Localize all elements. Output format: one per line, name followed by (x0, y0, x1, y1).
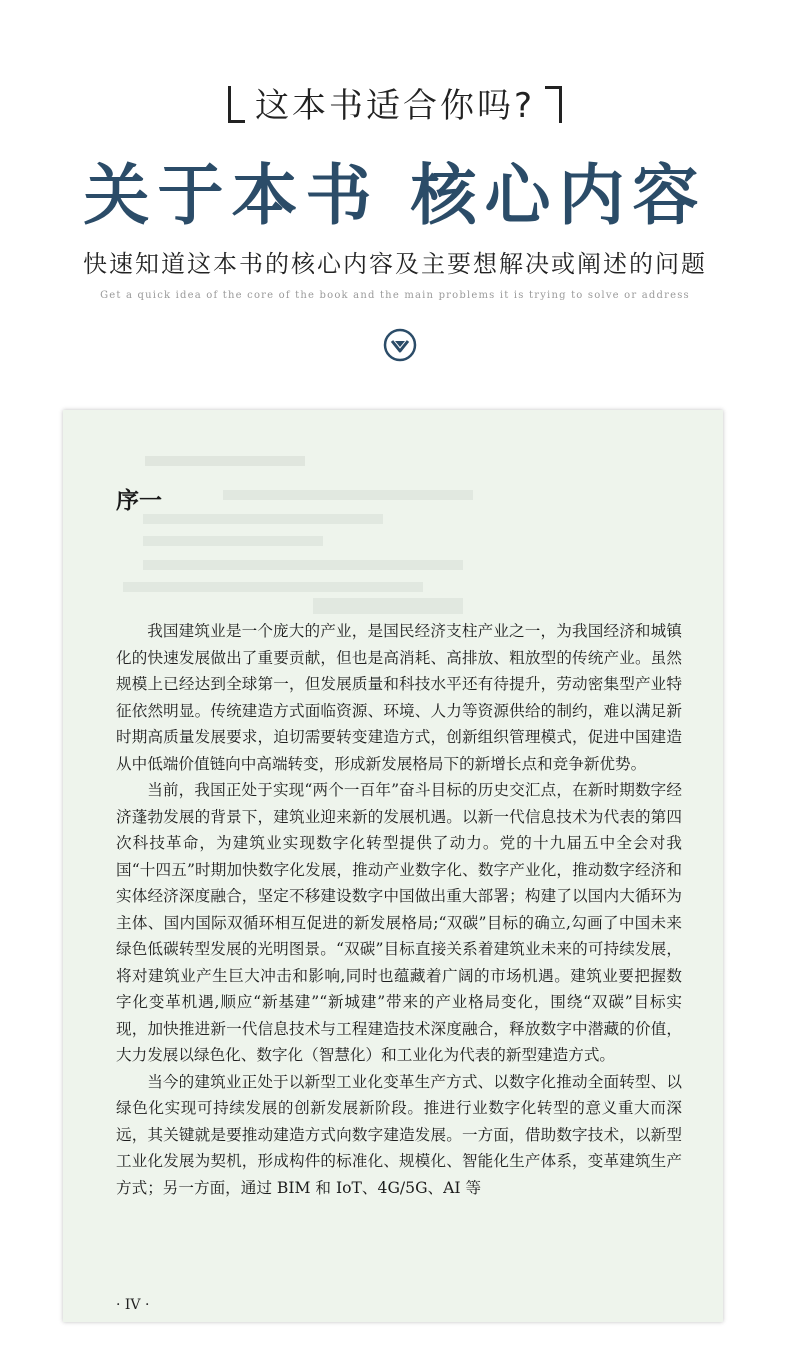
bleed-through-mark (123, 582, 423, 592)
subtitle-chinese: 快速知道这本书的核心内容及主要想解决或阐述的问题 (83, 250, 707, 278)
bleed-through-mark (143, 536, 323, 546)
tagline (0, 78, 790, 127)
bleed-through-mark (313, 598, 463, 614)
subtitle-english: Get a quick idea of the core of the book and the main problems it is trying to solve or address (100, 290, 690, 301)
body-text (116, 618, 682, 1201)
paragraph: 我国建筑业是一个庞大的产业，是国民经济支柱产业之一，为我国经济和城镇化的快速发展做出了重要贡献，但也是高消耗、高排放、粗放型的传统产业。虽然规模上已经达到全球第一，但发展质量和科技水平还有待提升，劳动密集型产业特征依然明显。传统建造方式面临资源、环境、人力等资源供给的制约，难以满足新时期高质量发展要求，迫切需要转变建造方式，创新组织管理模式，促进中国建造从中低端价值链向中高端转变，形成新发展格局下的新增长点和竞争新优势。 (116, 622, 682, 773)
page-number: · IV · (116, 1297, 150, 1313)
book-page-scan (63, 410, 723, 1322)
right-bracket-decoration (545, 86, 562, 123)
bleed-through-mark (143, 514, 383, 524)
section-heading: 序一 (116, 488, 162, 514)
chevron-down-circle-icon (383, 328, 417, 362)
left-bracket-decoration (228, 86, 245, 123)
main-title: 关于本书 核心内容 (83, 157, 707, 234)
bleed-through-mark (223, 490, 473, 500)
bleed-through-mark (143, 560, 463, 570)
paragraph: 当前，我国正处于实现“两个一百年”奋斗目标的历史交汇点，在新时期数字经济蓬勃发展的背景下，建筑业迎来新的发展机遇。以新一代信息技术为代表的第四次科技革命，为建筑业实现数字化转型提供了动力。党的十九届五中全会对我国“十四五”时期加快数字化发展，推动产业数字化、数字产业化，推动数字经济和实体经济深度融合，坚定不移建设数字中国做出重大部署；构建了以国内大循环为主体、国内国际双循环相互促进的新发展格局;“双碳”目标的确立,勾画了中国未来绿色低碳转型发展的光明图景。“双碳”目标直接关系着建筑业未来的可持续发展，将对建筑业产生巨大冲击和影响,同时也蕴藏着广阔的市场机遇。建筑业要把握数字化变革机遇,顺应“新基建”“新城建”带来的产业格局变化，围绕“双碳”目标实现，加快推进新一代信息技术与工程建造技术深度融合，释放数字中潜藏的价值，大力发展以绿色化、数字化（智慧化）和工业化为代表的新型建造方式。 (116, 781, 682, 1064)
tagline-text: 这本书适合你吗? (254, 86, 536, 126)
bleed-through-mark (145, 456, 305, 466)
paragraph: 当今的建筑业正处于以新型工业化变革生产方式、以数字化推动全面转型、以绿色化实现可持续发展的创新发展新阶段。推进行业数字化转型的意义重大而深远，其关键就是要推动建造方式向数字建造发展。一方面，借助数字技术，以新型工业化发展为契机，形成构件的标准化、规模化、智能化生产体系，变革建筑生产方式；另一方面，通过 BIM 和 IoT、4G/5G、AI 等 (116, 1072, 682, 1197)
